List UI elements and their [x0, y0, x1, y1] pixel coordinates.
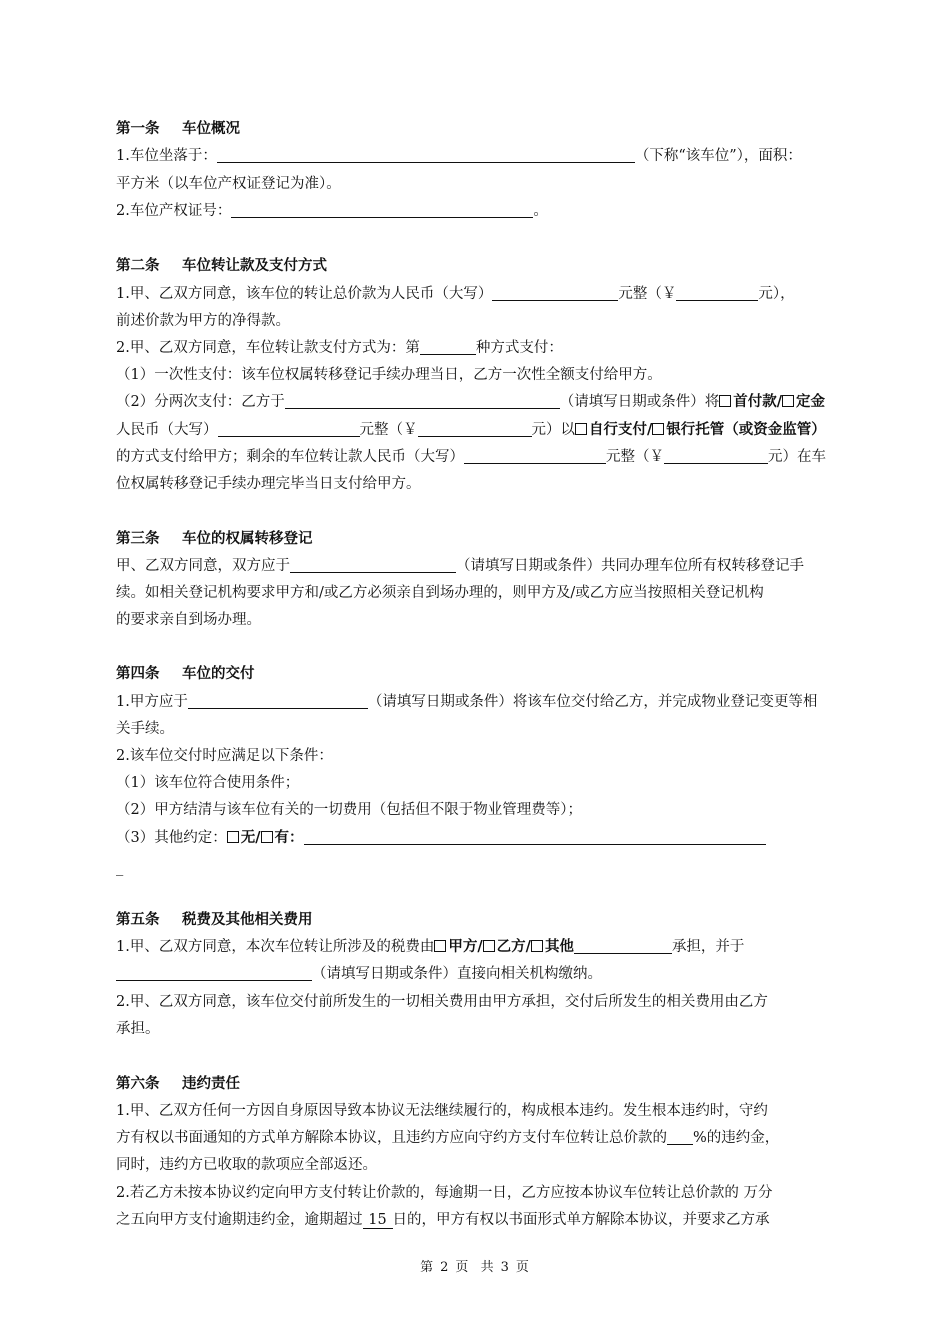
tax-date-blank[interactable] [116, 965, 312, 981]
article-4-heading: 第四条 车位的交付 [116, 666, 255, 682]
article-4-line-2: 关手续。 [116, 721, 174, 737]
remaining-amount-number-blank[interactable] [664, 448, 768, 464]
article-6-heading: 第六条 违约责任 [116, 1076, 240, 1092]
article-3-line-1: 甲、乙双方同意，双方应于 （请填写日期或条件）共同办理车位所有权转移登记手 [116, 558, 804, 574]
page-footer: 第 2 页 共 3 页 [420, 1260, 530, 1275]
article-4-line-1: 1.甲方应于 （请填写日期或条件）将该车位交付给乙方，并完成物业登记变更等相 [116, 694, 818, 710]
checkbox-party-a[interactable] [434, 940, 446, 952]
article-3-line-3: 的要求亲自到场办理。 [116, 612, 261, 628]
article-6-line-4: 2.若乙方未按本协议约定向甲方支付转让价款的，每逾期一日，乙方应按本协议车位转让总价款的 万分 [116, 1185, 773, 1201]
article-6-line-5: 之五向甲方支付逾期违约金，逾期超过 15 日的，甲方有权以书面形式单方解除本协议，并要求乙方承 [116, 1212, 770, 1228]
other-terms-blank[interactable] [304, 829, 766, 845]
penalty-percent-blank[interactable] [667, 1129, 693, 1145]
article-2-line-6: 人民币（大写） 元整（￥ 元）以 自行支付/ 银行托管（或资金监管） [116, 421, 826, 438]
article-3-heading: 第三条 车位的权属转移登记 [116, 531, 313, 547]
article-2-heading: 第二条 车位转让款及支付方式 [116, 258, 327, 274]
checkbox-first-payment[interactable] [719, 395, 731, 407]
article-2-line-4: （1）一次性支付：该车位权属转移登记手续办理当日，乙方一次性全额支付给甲方。 [116, 367, 662, 383]
article-1-heading: 第一条 车位概况 [116, 121, 240, 137]
checkbox-none[interactable] [227, 831, 239, 843]
checkbox-deposit[interactable] [782, 395, 794, 407]
article-4-line-3: 2.该车位交付时应满足以下条件： [116, 748, 333, 764]
article-4-line-5: （2）甲方结清与该车位有关的一切费用（包括但不限于物业管理费等）； [116, 802, 582, 818]
article-1-line-1: 1.车位坐落于： （下称“该车位”），面积： [116, 148, 802, 164]
article-3-line-2: 续。如相关登记机构要求甲方和/或乙方必须亲自到场办理的，则甲方及/或乙方应当按照相关登记机构 [116, 585, 764, 601]
article-5-heading: 第五条 税费及其他相关费用 [116, 912, 313, 928]
checkbox-have[interactable] [261, 831, 273, 843]
article-2-line-1: 1.甲、乙双方同意，该车位的转让总价款为人民币（大写） 元整（￥ 元）， [116, 286, 795, 302]
certificate-number-blank[interactable] [231, 202, 533, 218]
page-number: 2 [440, 1260, 450, 1275]
article-5-line-4: 承担。 [116, 1021, 160, 1037]
location-blank[interactable] [217, 147, 635, 163]
stray-underscore: _ [116, 860, 124, 876]
transfer-date-blank[interactable] [290, 557, 456, 573]
article-2-line-2: 前述价款为甲方的净得款。 [116, 313, 290, 329]
article-2-line-8: 位权属转移登记手续办理完毕当日支付给甲方。 [116, 476, 421, 492]
article-4-line-4: （1）该车位符合使用条件； [116, 775, 300, 791]
article-6-line-1: 1.甲、乙双方任何一方因自身原因导致本协议无法继续履行的，构成根本违约。发生根本违约时，守约 [116, 1103, 768, 1119]
overdue-days-value: 15 [363, 1212, 393, 1229]
delivery-date-blank[interactable] [188, 693, 368, 709]
article-5-line-3: 2.甲、乙双方同意，该车位交付前所发生的一切相关费用由甲方承担，交付后所发生的相关费用由乙方 [116, 994, 768, 1010]
article-5-line-1: 1.甲、乙双方同意，本次车位转让所涉及的税费由 甲方/ 乙方/ 其他 承担，并于 [116, 938, 745, 955]
first-amount-words-blank[interactable] [218, 421, 360, 437]
article-1-line-2: 平方米（以车位产权证登记为准）。 [116, 176, 341, 192]
checkbox-other[interactable] [531, 940, 543, 952]
total-price-number-blank[interactable] [676, 285, 758, 301]
article-2-line-3: 2.甲、乙双方同意，车位转让款支付方式为：第 种方式支付： [116, 340, 563, 356]
article-6-line-3: 同时，违约方已收取的款项应全部返还。 [116, 1157, 377, 1173]
article-6-line-2: 方有权以书面通知的方式单方解除本协议，且违约方应向守约方支付车位转让总价款的 %的违约金， [116, 1130, 780, 1146]
article-2-line-5: （2）分两次支付：乙方于 （请填写日期或条件）将 首付款/ 定金 [116, 393, 826, 410]
article-2-line-7: 的方式支付给甲方；剩余的车位转让款人民币（大写） 元整（￥ 元）在车 [116, 449, 826, 465]
article-4-line-6: （3）其他约定： 无/ 有： [116, 828, 766, 848]
article-5-line-2: （请填写日期或条件）直接向相关机构缴纳。 [116, 964, 602, 984]
tax-other-blank[interactable] [574, 938, 672, 954]
checkbox-party-b[interactable] [483, 940, 495, 952]
first-payment-date-blank[interactable] [285, 393, 560, 409]
checkbox-bank-escrow[interactable] [652, 423, 664, 435]
remaining-amount-words-blank[interactable] [464, 448, 606, 464]
first-amount-number-blank[interactable] [418, 421, 532, 437]
payment-method-blank[interactable] [420, 339, 476, 355]
checkbox-self-pay[interactable] [575, 423, 587, 435]
total-price-words-blank[interactable] [492, 285, 618, 301]
article-1-line-3: 2.车位产权证号： 。 [116, 203, 548, 219]
page-total: 3 [500, 1260, 510, 1275]
